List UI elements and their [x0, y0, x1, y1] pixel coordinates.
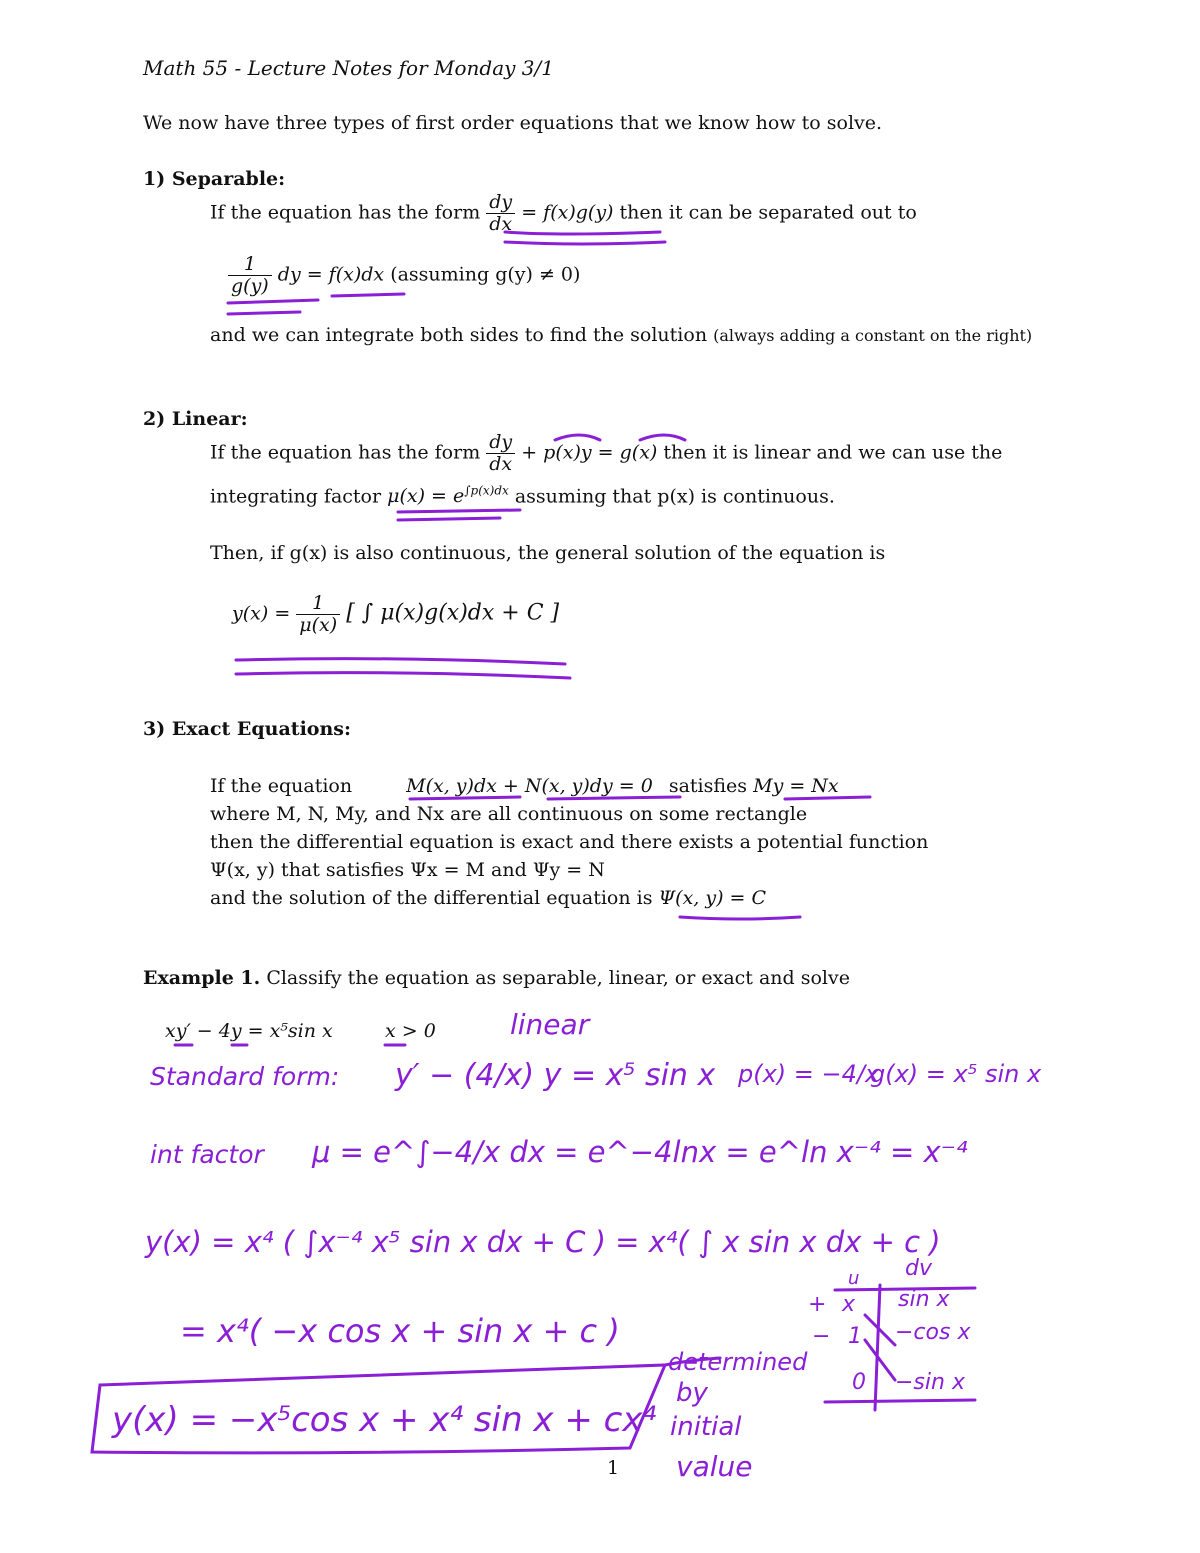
hand-int-label: int factor: [150, 1140, 264, 1169]
hand-linear: linear: [510, 1008, 590, 1041]
hand-p-of-x: p(x) = −4/x: [738, 1060, 880, 1088]
table-dv-header: dv: [905, 1256, 932, 1281]
solution-bracket: [ ∫ μ(x)g(x)dx + C ]: [346, 600, 560, 626]
separable-line3-text: and we can integrate both sides to find the solution: [210, 324, 708, 346]
hand-g-of-x: g(x) = x⁵ sin x: [870, 1060, 1042, 1088]
linear-line3: Then, if g(x) is also continuous, the general solution of the equation is: [210, 542, 886, 564]
table-line: [825, 1400, 975, 1402]
exact-line5-prefix: and the solution of the differential equation is: [210, 887, 653, 909]
frac-num: 1: [243, 253, 256, 275]
hand-y-line2: = x⁴( −x cos x + sin x + c ): [180, 1312, 620, 1350]
integrating-factor-base: μ(x) = e: [387, 485, 465, 508]
table-u: 0: [852, 1370, 866, 1395]
integrating-factor-exp: ∫p(x)dx: [464, 484, 509, 498]
separable-note: (assuming g(y) ≠ 0): [390, 263, 581, 286]
exact-line1-mid: satisfies: [668, 775, 748, 797]
table-line: [835, 1288, 975, 1290]
underline-stroke: [228, 300, 318, 303]
frac-num: 1: [312, 592, 325, 614]
hand-standard-eq: y′ − (4/x) y = x⁵ sin x: [395, 1058, 716, 1093]
linear-line1-suffix: then it is linear and we can use the: [663, 441, 1003, 464]
note-line: determined: [668, 1348, 808, 1376]
exact-condition: My = Nx: [753, 775, 839, 797]
underline-stroke: [785, 797, 870, 799]
linear-line1-prefix: If the equation has the form: [210, 441, 481, 464]
note-line: value: [676, 1450, 753, 1483]
page-title: Math 55 - Lecture Notes for Monday 3/1: [143, 56, 554, 80]
intro-text: We now have three types of first order equations that we know how to solve.: [143, 112, 883, 134]
underline-stroke: [228, 312, 300, 314]
separable-line1-prefix: If the equation has the form: [210, 201, 481, 224]
separable-heading: 1) Separable:: [143, 168, 286, 190]
example-equation: xy′ − 4y = x⁵sin x: [165, 1020, 333, 1042]
linear-line2-prefix: integrating factor: [210, 485, 382, 508]
table-u: x: [842, 1292, 856, 1317]
underline-stroke: [680, 917, 800, 919]
exact-line2: where M, N, My, and Nx are all continuous on some rectangle: [210, 803, 808, 825]
table-dv: sin x: [898, 1287, 950, 1312]
note-line: initial: [670, 1412, 742, 1442]
table-u-header: u: [848, 1268, 860, 1289]
linear-line2-suffix: assuming that p(x) is continuous.: [514, 485, 835, 508]
separable-eq: = f(x)g(y): [521, 201, 614, 224]
hand-y-line1: y(x) = x⁴ ( ∫x⁻⁴ x⁵ sin x dx + C ) = x⁴( ∫ x sin x dx + c ): [145, 1225, 941, 1259]
exact-line1-prefix: If the equation: [210, 775, 353, 797]
solution-lhs: y(x) =: [232, 602, 291, 625]
table-sign: +: [808, 1292, 827, 1317]
frac-den: dx: [486, 213, 515, 235]
exact-eq: M(x, y)dx + N(x, y)dy = 0: [406, 775, 653, 797]
table-dv: −cos x: [895, 1320, 971, 1345]
frac-num: dy: [489, 431, 513, 453]
frac-den: dx: [486, 453, 515, 475]
underline-stroke: [505, 232, 660, 234]
table-line: [875, 1285, 880, 1410]
example-text: Classify the equation as separable, linear, or exact and solve: [266, 967, 850, 989]
final-answer-box: [92, 1365, 665, 1453]
underline-stroke: [398, 510, 520, 512]
page-number: 1: [607, 1457, 620, 1479]
underline-stroke: [332, 294, 404, 296]
linear-heading: 2) Linear:: [143, 408, 248, 430]
underline-stroke: [236, 673, 570, 678]
hand-standard-label: Standard form:: [150, 1062, 340, 1091]
underline-stroke: [505, 242, 665, 244]
exact-line4: Ψ(x, y) that satisfies Ψx = M and Ψy = N: [210, 859, 605, 881]
separable-line1-suffix: then it can be separated out to: [619, 201, 917, 224]
exact-solution: Ψ(x, y) = C: [658, 887, 767, 909]
table-u: 1: [848, 1324, 862, 1349]
box-arrow: [665, 1358, 720, 1365]
table-line: [865, 1340, 895, 1380]
hand-final: y(x) = −x⁵cos x + x⁴ sin x + cx⁴: [112, 1400, 657, 1440]
underline-stroke: [236, 659, 565, 664]
example-condition: x > 0: [385, 1020, 436, 1042]
underline-stroke: [555, 435, 600, 440]
exact-line3: then the differential equation is exact and there exists a potential function: [210, 831, 929, 853]
exact-heading: 3) Exact Equations:: [143, 718, 351, 740]
linear-eq: + p(x)y = g(x): [521, 441, 658, 464]
frac-den: μ(x): [296, 614, 340, 636]
underline-stroke: [548, 797, 680, 799]
frac-den: g(y): [228, 275, 272, 297]
separable-line3-note: (always adding a constant on the right): [713, 326, 1033, 345]
underline-stroke: [410, 797, 520, 799]
separable-eq2: dy = f(x)dx: [277, 263, 385, 286]
table-sign: −: [812, 1324, 831, 1349]
frac-num: dy: [489, 191, 513, 213]
underline-stroke: [398, 518, 500, 520]
example-label: Example 1.: [143, 967, 261, 989]
table-dv: −sin x: [895, 1370, 965, 1395]
hand-int-eq: μ = e^∫−4/x dx = e^−4lnx = e^ln x⁻⁴ = x⁻⁴: [312, 1135, 968, 1169]
note-line: by: [676, 1378, 708, 1408]
underline-stroke: [640, 435, 685, 440]
